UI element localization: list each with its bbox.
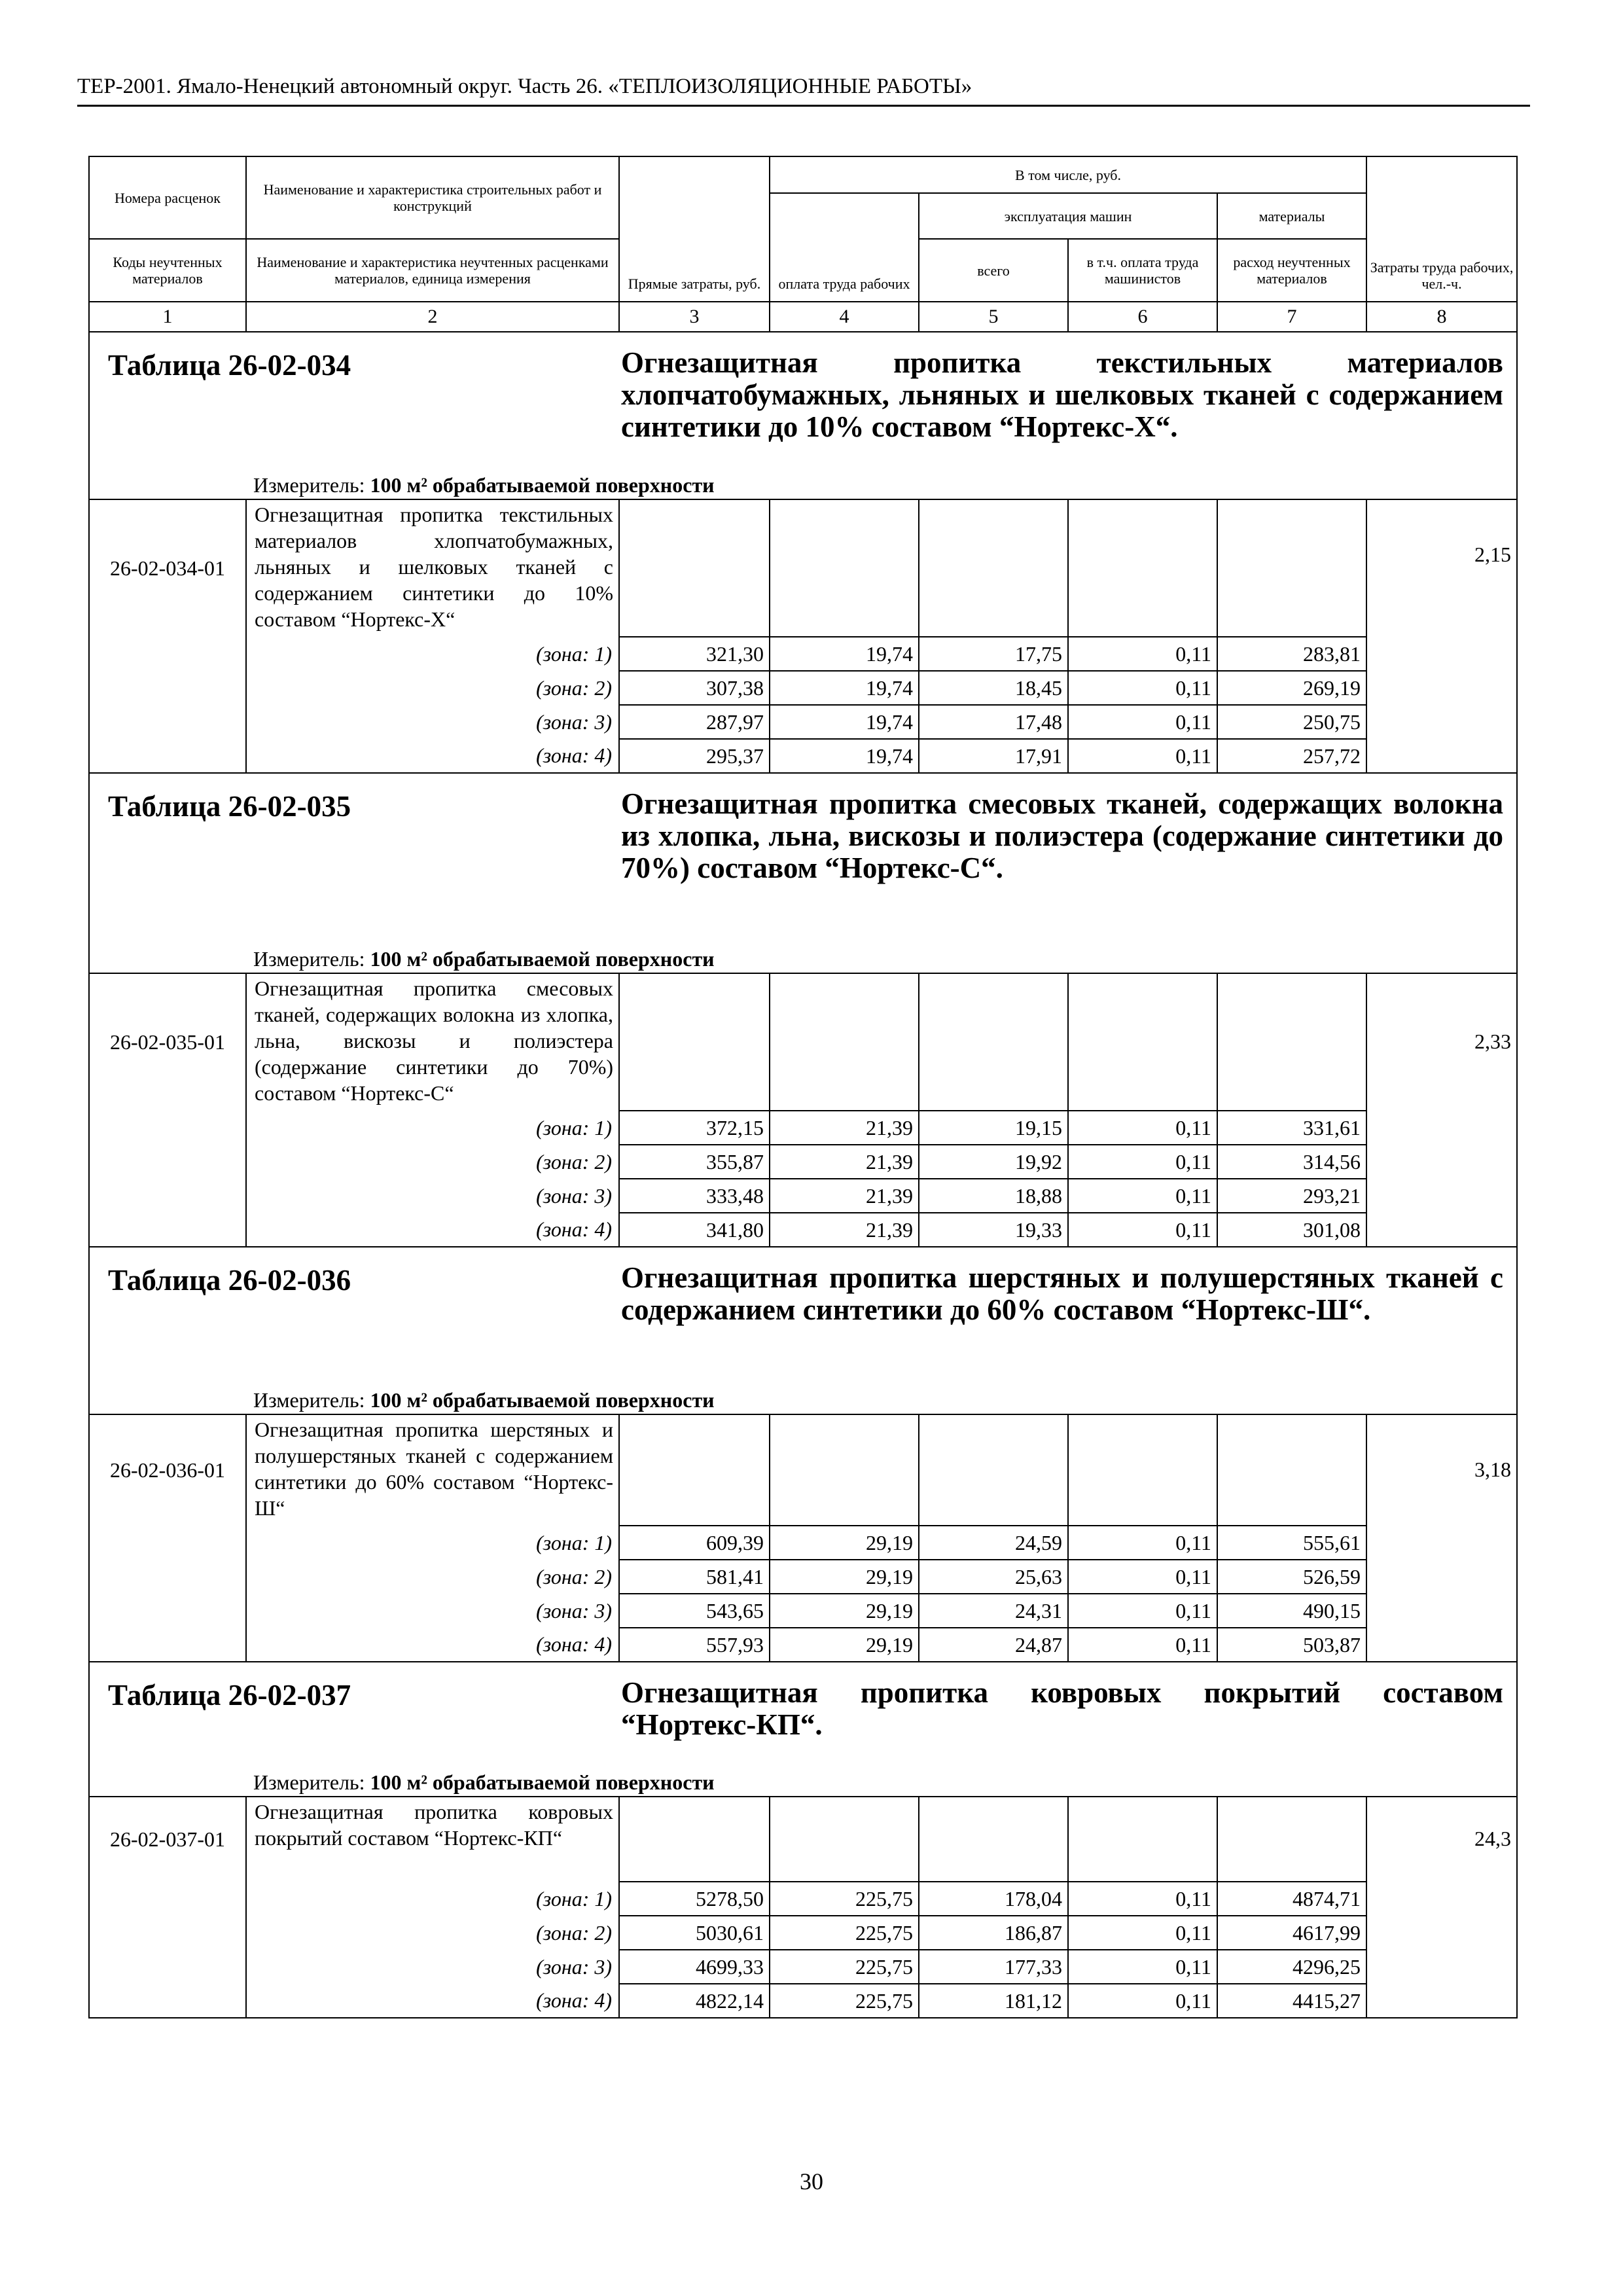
measure-label: Измеритель:	[253, 947, 370, 971]
empty-cell	[1217, 1797, 1366, 1882]
zone-label: (зона: 4)	[246, 1984, 619, 2018]
rate-code: 26-02-037-01	[89, 1797, 246, 1882]
materials-cost: 490,15	[1217, 1594, 1366, 1628]
operators-wages: 0,11	[1068, 1526, 1217, 1560]
wages: 225,75	[770, 1882, 919, 1916]
operators-wages: 0,11	[1068, 1984, 1217, 2018]
empty-cell	[1217, 1414, 1366, 1526]
rate-description: Огнезащитная пропитка ковровых покрытий составом “Нортекс-КП“	[246, 1797, 619, 1882]
machines-total: 17,91	[919, 739, 1068, 773]
rate-code: 26-02-035-01	[89, 973, 246, 1111]
measure-line	[253, 473, 715, 497]
zone-label: (зона: 1)	[246, 1526, 619, 1560]
direct-cost: 287,97	[619, 705, 770, 739]
empty-cell	[619, 499, 770, 637]
zone-label: (зона: 1)	[246, 637, 619, 671]
zone-label: (зона: 2)	[246, 1916, 619, 1950]
measure-label: Измеритель:	[253, 473, 370, 497]
zone-label: (зона: 1)	[246, 1111, 619, 1145]
machines-total-header: всего	[919, 239, 1068, 302]
operators-wages: 0,11	[1068, 1628, 1217, 1662]
zone-label: (зона: 4)	[246, 1213, 619, 1247]
column-number: 2	[246, 302, 619, 332]
running-header: ТЕР-2001. Ямало-Ненецкий автономный округ. Часть 26. «ТЕПЛОИЗОЛЯЦИОННЫЕ РАБОТЫ»	[77, 75, 972, 98]
materials-cost: 269,19	[1217, 671, 1366, 705]
direct-cost: 609,39	[619, 1526, 770, 1560]
zone-label: (зона: 4)	[246, 1628, 619, 1662]
operators-wages: 0,11	[1068, 1179, 1217, 1213]
rate-description: Огнезащитная пропитка шерстяных и полушерстяных тканей с содержанием синтетики до 60% составом “Нортекс-Ш“	[246, 1414, 619, 1526]
wages: 225,75	[770, 1950, 919, 1984]
empty-cell	[1068, 1414, 1217, 1526]
machines-total: 18,88	[919, 1179, 1068, 1213]
labor-costs-header: Затраты труда рабочих, чел.-ч.	[1366, 156, 1517, 302]
machines-total: 24,31	[919, 1594, 1068, 1628]
table-code: Таблица 26-02-037	[108, 1679, 351, 1712]
operators-wages: 0,11	[1068, 1560, 1217, 1594]
labor-value: 24,3	[1366, 1797, 1517, 2018]
section-title-block	[89, 773, 1517, 973]
table-title: Огнезащитная пропитка ковровых покрытий составом “Нортекс-КП“.	[621, 1676, 1503, 1741]
empty-cell	[770, 1414, 919, 1526]
zone-label: (зона: 3)	[246, 705, 619, 739]
labor-value: 2,15	[1366, 499, 1517, 773]
wages: 21,39	[770, 1179, 919, 1213]
machines-total: 186,87	[919, 1916, 1068, 1950]
empty-cell	[770, 499, 919, 637]
zone-label: (зона: 2)	[246, 1145, 619, 1179]
empty-cell	[919, 499, 1068, 637]
column-number: 8	[1366, 302, 1517, 332]
materials-cost: 555,61	[1217, 1526, 1366, 1560]
measure-unit: 100 м² обрабатываемой поверхности	[370, 947, 715, 971]
machines-total: 19,92	[919, 1145, 1068, 1179]
machines-total: 24,59	[919, 1526, 1068, 1560]
section-title-block	[89, 1247, 1517, 1414]
operators-wages: 0,11	[1068, 705, 1217, 739]
empty-cell	[919, 973, 1068, 1111]
materials-cost: 293,21	[1217, 1179, 1366, 1213]
direct-cost: 333,48	[619, 1179, 770, 1213]
materials-cost: 331,61	[1217, 1111, 1366, 1145]
machines-total: 19,15	[919, 1111, 1068, 1145]
materials-cost: 250,75	[1217, 705, 1366, 739]
zone-label: (зона: 3)	[246, 1594, 619, 1628]
direct-cost: 295,37	[619, 739, 770, 773]
zone-label: (зона: 2)	[246, 1560, 619, 1594]
measure-line	[253, 1388, 715, 1412]
machines-total: 17,75	[919, 637, 1068, 671]
col1-bottom-header: Коды неучтенных материалов	[89, 239, 246, 302]
empty-cell	[619, 1797, 770, 1882]
empty-cell	[619, 973, 770, 1111]
section-title-block	[89, 332, 1517, 499]
rate-description: Огнезащитная пропитка смесовых тканей, содержащих волокна из хлопка, льна, вискозы и полиэстера (содержание синтетики до 70%) составом “Нортекс-С“	[246, 973, 619, 1111]
operators-wages: 0,11	[1068, 1950, 1217, 1984]
operators-wages: 0,11	[1068, 1213, 1217, 1247]
direct-cost: 372,15	[619, 1111, 770, 1145]
direct-cost: 341,80	[619, 1213, 770, 1247]
machines-total: 24,87	[919, 1628, 1068, 1662]
section-26-02-034	[89, 332, 1517, 773]
measure-label: Измеритель:	[253, 1770, 370, 1794]
wages: 21,39	[770, 1213, 919, 1247]
including-header: В том числе, руб.	[770, 156, 1366, 193]
labor-value: 2,33	[1366, 973, 1517, 1247]
operators-wages: 0,11	[1068, 1145, 1217, 1179]
machines-total: 25,63	[919, 1560, 1068, 1594]
operators-wages: 0,11	[1068, 637, 1217, 671]
materials-cost: 257,72	[1217, 739, 1366, 773]
materials-cost: 4296,25	[1217, 1950, 1366, 1984]
machines-total: 18,45	[919, 671, 1068, 705]
col2-top-header: Наименование и характеристика строительных работ и конструкций	[246, 156, 619, 239]
operators-wages: 0,11	[1068, 671, 1217, 705]
zone-label: (зона: 3)	[246, 1950, 619, 1984]
empty-cell	[89, 637, 246, 773]
price-table	[88, 156, 1518, 2018]
materials-cost: 526,59	[1217, 1560, 1366, 1594]
empty-cell	[770, 973, 919, 1111]
operators-wages: 0,11	[1068, 1916, 1217, 1950]
measure-unit: 100 м² обрабатываемой поверхности	[370, 473, 715, 497]
empty-cell	[770, 1797, 919, 1882]
wages: 19,74	[770, 637, 919, 671]
column-number: 6	[1068, 302, 1217, 332]
table-title: Огнезащитная пропитка шерстяных и полушерстяных тканей с содержанием синтетики до 60% составом “Нортекс-Ш“.	[621, 1261, 1503, 1326]
column-number: 3	[619, 302, 770, 332]
wages: 19,74	[770, 739, 919, 773]
machines-total: 181,12	[919, 1984, 1068, 2018]
column-number: 5	[919, 302, 1068, 332]
materials-header: материалы	[1217, 193, 1366, 239]
section-26-02-037	[89, 1662, 1517, 2018]
measure-label: Измеритель:	[253, 1388, 370, 1412]
table-title: Огнезащитная пропитка смесовых тканей, содержащих волокна из хлопка, льна, вискозы и полиэстера (содержание синтетики до 70%) составом “Нортекс-С“.	[621, 787, 1503, 884]
empty-cell	[89, 1882, 246, 2018]
direct-cost: 581,41	[619, 1560, 770, 1594]
machines-total: 178,04	[919, 1882, 1068, 1916]
machines-total: 177,33	[919, 1950, 1068, 1984]
table-code: Таблица 26-02-036	[108, 1264, 351, 1297]
direct-cost: 5278,50	[619, 1882, 770, 1916]
column-number: 4	[770, 302, 919, 332]
labor-value: 3,18	[1366, 1414, 1517, 1662]
unaccounted-materials-header: расход неучтенных материалов	[1217, 239, 1366, 302]
operators-header: в т.ч. оплата труда машинистов	[1068, 239, 1217, 302]
measure-line	[253, 946, 715, 971]
wages: 29,19	[770, 1560, 919, 1594]
table-code: Таблица 26-02-034	[108, 349, 351, 382]
column-number: 1	[89, 302, 246, 332]
operators-wages: 0,11	[1068, 739, 1217, 773]
table-code: Таблица 26-02-035	[108, 790, 351, 823]
materials-cost: 301,08	[1217, 1213, 1366, 1247]
materials-cost: 314,56	[1217, 1145, 1366, 1179]
table-title: Огнезащитная пропитка текстильных материалов хлопчатобумажных, льняных и шелковых тканей с содержанием синтетики до 10% составом “Нортекс-Х“.	[621, 346, 1503, 443]
direct-cost: 4822,14	[619, 1984, 770, 2018]
measure-unit: 100 м² обрабатываемой поверхности	[370, 1770, 715, 1794]
direct-cost: 355,87	[619, 1145, 770, 1179]
machines-total: 19,33	[919, 1213, 1068, 1247]
operators-wages: 0,11	[1068, 1111, 1217, 1145]
direct-cost: 321,30	[619, 637, 770, 671]
empty-cell	[919, 1797, 1068, 1882]
operators-wages: 0,11	[1068, 1882, 1217, 1916]
empty-cell	[89, 1526, 246, 1662]
direct-cost: 5030,61	[619, 1916, 770, 1950]
measure-unit: 100 м² обрабатываемой поверхности	[370, 1388, 715, 1412]
direct-cost: 4699,33	[619, 1950, 770, 1984]
zone-label: (зона: 4)	[246, 739, 619, 773]
rate-description: Огнезащитная пропитка текстильных материалов хлопчатобумажных, льняных и шелковых тканей с содержанием синтетики до 10% составом “Нортекс-Х“	[246, 499, 619, 637]
section-26-02-035	[89, 773, 1517, 1247]
empty-cell	[1068, 973, 1217, 1111]
materials-cost: 4415,27	[1217, 1984, 1366, 2018]
wages: 19,74	[770, 671, 919, 705]
direct-cost: 543,65	[619, 1594, 770, 1628]
empty-cell	[619, 1414, 770, 1526]
header-rule	[77, 105, 1530, 107]
wages: 19,74	[770, 705, 919, 739]
section-26-02-036	[89, 1247, 1517, 1662]
materials-cost: 283,81	[1217, 637, 1366, 671]
wages: 225,75	[770, 1984, 919, 2018]
empty-cell	[89, 1111, 246, 1247]
col1-top-header: Номера расценок	[89, 156, 246, 239]
direct-costs-header: Прямые затраты, руб.	[619, 156, 770, 302]
measure-line	[253, 1770, 715, 1795]
page-number: 30	[800, 2168, 823, 2195]
wages-header: оплата труда рабочих	[770, 193, 919, 302]
machines-total: 17,48	[919, 705, 1068, 739]
materials-cost: 4874,71	[1217, 1882, 1366, 1916]
empty-cell	[1068, 499, 1217, 637]
zone-label: (зона: 1)	[246, 1882, 619, 1916]
rate-code: 26-02-036-01	[89, 1414, 246, 1526]
wages: 29,19	[770, 1628, 919, 1662]
operators-wages: 0,11	[1068, 1594, 1217, 1628]
zone-label: (зона: 2)	[246, 671, 619, 705]
materials-cost: 4617,99	[1217, 1916, 1366, 1950]
zone-label: (зона: 3)	[246, 1179, 619, 1213]
section-title-block	[89, 1662, 1517, 1797]
direct-cost: 307,38	[619, 671, 770, 705]
wages: 21,39	[770, 1145, 919, 1179]
direct-cost: 557,93	[619, 1628, 770, 1662]
column-number: 7	[1217, 302, 1366, 332]
rate-code: 26-02-034-01	[89, 499, 246, 637]
col2-bottom-header: Наименование и характеристика неучтенных расценками материалов, единица измерения	[246, 239, 619, 302]
empty-cell	[1068, 1797, 1217, 1882]
wages: 29,19	[770, 1526, 919, 1560]
wages: 29,19	[770, 1594, 919, 1628]
wages: 225,75	[770, 1916, 919, 1950]
machines-header: эксплуатация машин	[919, 193, 1217, 239]
empty-cell	[1217, 973, 1366, 1111]
materials-cost: 503,87	[1217, 1628, 1366, 1662]
wages: 21,39	[770, 1111, 919, 1145]
empty-cell	[919, 1414, 1068, 1526]
empty-cell	[1217, 499, 1366, 637]
